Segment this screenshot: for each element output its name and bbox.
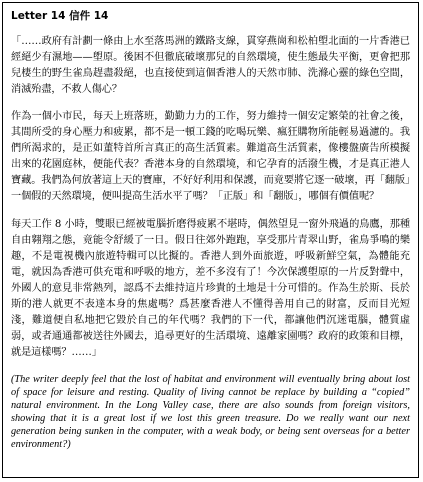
letter-page [2,2,419,478]
letter-title: Letter 14 信件 14 [11,10,109,22]
letter-paragraph-1: 「……政府有計劃一條由上水至落馬洲的鐵路支線，貫穿燕崗和松柏塱北面的一片香港已經絕少有濕地——塱原。後困不但徹底破壞那兒的自然環境，使生態最失平衡，更會把那兒棲生的野生雀鳥趕盡殺絕，也直接使到這個香港人的天然市肺、洗滌心靈的綠色空間，消滅殆盡，不救人傷心？ [11,36,410,95]
letter-paragraph-3: 每天工作 8 小時，雙眼已經被電腦折磨得疲累不堪時，偶然望見一窗外飛過的鳥鷹，那種自由翱翔之態，竟能令舒緩了一日。假日往郊外跑跑，享受那片青翠山野，雀鳥爭鳴的樂趣，不是電視機內旅遊特輯可以比擬的。香港人到外面旅遊，呼吸新鮮空氣，為體能充電，就因為香港可供充電和呼吸的地方，差不多沒有了！今次保護塱原的一片反對聲中，外國人的意見非常熱列，認爲不去維持這片珍貴的土地是十分可惜的。作為生於斯、長於斯的港人就更不表達本身的焦處嗎？爲甚麼香港人不懂得善用自己的財富，反而目光短淺，難道便自私地把它毀於自己的年代嗎？我們的下一代，都讓他們沉迷電腦，體質虛弱，或者通通都被送往外國去，追尋更好的生活環境、遠離家園嗎？政府的政策和目標，就是這樣嗎？……」 [11,219,410,358]
english-translation: (The writer deeply feel that the lost of habitat and environment will eventually bring about lost of space for leisure and resting. Quality of living cannot be replace by building a “copied” natural environment. In the Long Valley case, there are also sounds from foreign visitors, showing that it is a great lost if we lost this green treasure. Do we really want our next generation being sunken in the computer, with a weak body, or being sent overseas for a better environment?) [11,374,410,450]
letter-paragraph-2: 作為一個小市民，每天上班落班，勤勤力力的工作，努力維持一個安定繁榮的社會之後，其間所受的身心壓力和疲累，都不是一頓工錢的吃喝玩樂、瘋狂購物所能輕易過濾的。我們所渴求的，是正如董特首所言真正的高生活質素。難道高生活質素，像樓盤廣告所模擬出來的花園庭林，便能代表？香港本身的自然環境，和它孕育的活潑生機，才是真正港人寶藏。我們為何放著這上天的寶庫，不好好利用和保護，而竟要將它逐一破壞，再「翻版」一個假的天然環境，便叫提高生活水平了嗎？「正版」和「翻版」，哪個有價值呢？ [11,111,410,202]
